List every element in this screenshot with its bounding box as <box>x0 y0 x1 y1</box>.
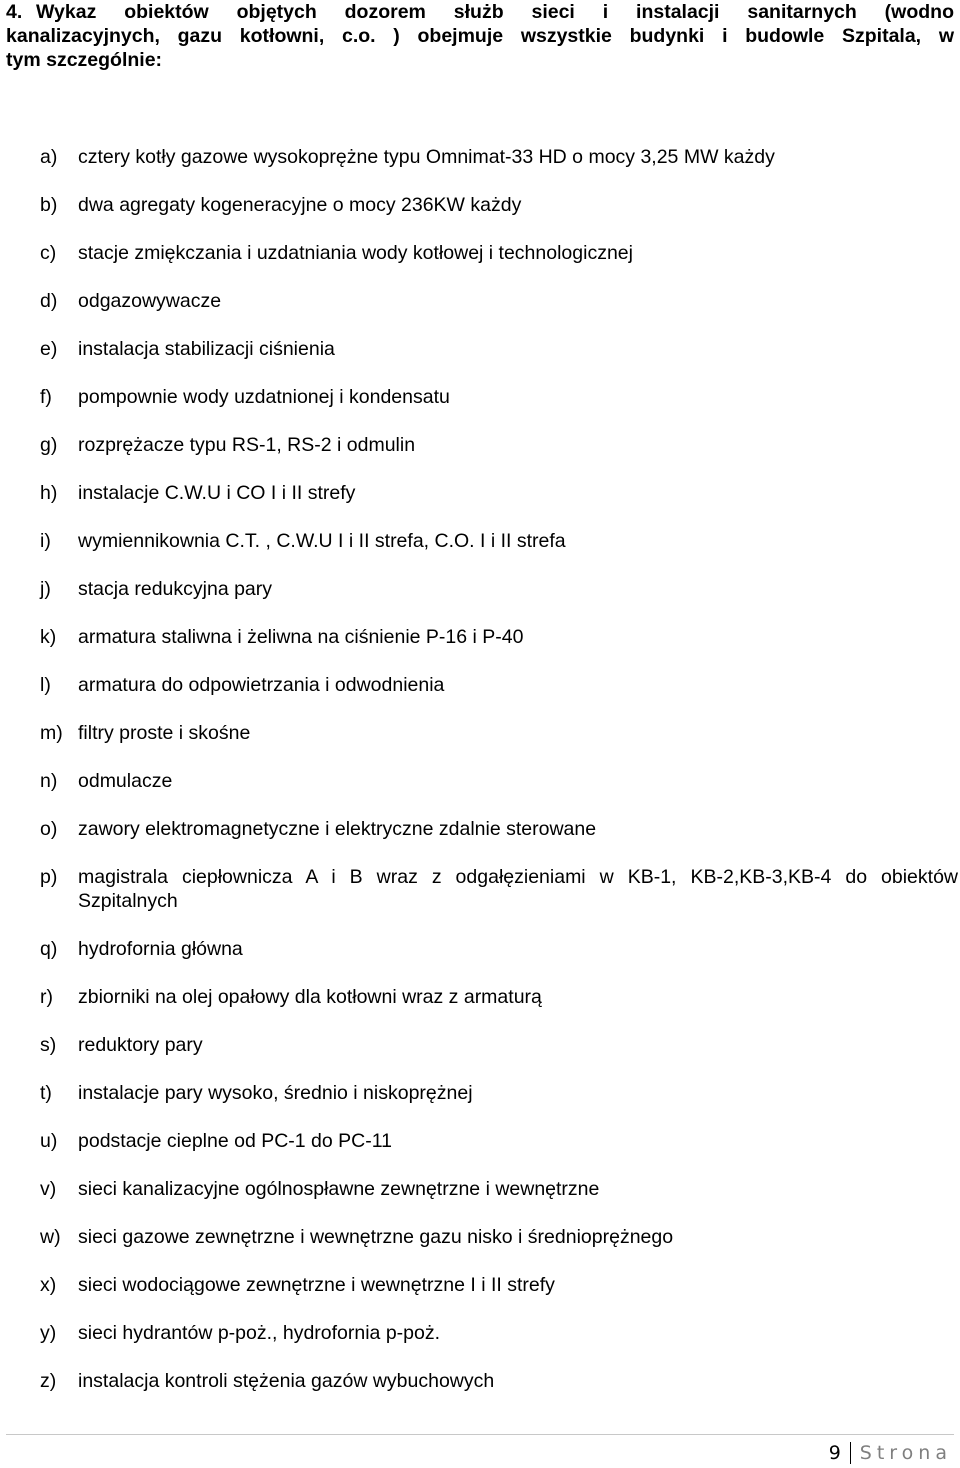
list-item <box>40 145 958 169</box>
list-item-text: zawory elektromagnetyczne i elektryczne zdalnie sterowane <box>78 818 597 840</box>
list-item-letter: f) <box>40 386 52 408</box>
list-item-text: sieci wodociągowe zewnętrzne i wewnętrzne I i II strefy <box>78 1274 555 1296</box>
list-item <box>40 1129 958 1153</box>
list-item <box>40 1033 958 1057</box>
list-item-letter: d) <box>40 290 58 312</box>
list-item <box>40 241 958 265</box>
list-item-text: stacje zmiękczania i uzdatniania wody kotłowej i technologicznej <box>78 242 633 264</box>
list-item-text: armatura do odpowietrzania i odwodnienia <box>78 674 445 696</box>
list-item <box>40 1225 958 1249</box>
list-item-text: stacja redukcyjna pary <box>78 578 273 600</box>
list-item-text: instalacje pary wysoko, średnio i niskoprężnej <box>78 1082 473 1104</box>
list-item-text: pompownie wody uzdatnionej i kondensatu <box>78 386 450 408</box>
list-item-letter: i) <box>40 530 51 552</box>
list-item <box>40 289 958 313</box>
list-item-text: podstacje cieplne od PC-1 do PC-11 <box>78 1130 392 1152</box>
list-item <box>40 193 958 217</box>
list-item-letter: x) <box>40 1274 57 1296</box>
list-item <box>40 769 958 793</box>
list-item-text: sieci kanalizacyjne ogólnospławne zewnętrzne i wewnętrzne <box>78 1178 600 1200</box>
list-item <box>40 1321 958 1345</box>
list-item-letter: t) <box>40 1082 52 1104</box>
list-item-text: armatura staliwna i żeliwna na ciśnienie P-16 i P-40 <box>78 626 524 648</box>
list-item <box>40 433 958 457</box>
footer-divider <box>6 1434 954 1435</box>
list-item-text: dwa agregaty kogeneracyjne o mocy 236KW każdy <box>78 194 522 216</box>
list-item-letter: h) <box>40 482 58 504</box>
list-item <box>40 721 958 745</box>
list-item-text: instalacje C.W.U i CO I i II strefy <box>78 482 356 504</box>
list-item <box>40 625 958 649</box>
list-item-letter: r) <box>40 986 53 1008</box>
list-item <box>40 577 958 601</box>
list-item-text: hydrofornia główna <box>78 938 243 960</box>
page-number: 9 <box>828 1442 841 1464</box>
list-item-text: rozprężacze typu RS-1, RS-2 i odmulin <box>78 434 416 456</box>
list-item-text: zbiorniki na olej opałowy dla kotłowni wraz z armaturą <box>78 986 542 1008</box>
list-item <box>40 985 958 1009</box>
list-item <box>40 385 958 409</box>
list-item <box>40 481 958 505</box>
list-item-letter: b) <box>40 194 58 216</box>
list-item-text: wymiennikownia C.T. , C.W.U I i II strefa, C.O. I i II strefa <box>78 530 566 552</box>
list-item-letter: s) <box>40 1034 57 1056</box>
list-item-letter: n) <box>40 770 58 792</box>
list-item-text: odmulacze <box>78 770 173 792</box>
list-item-letter: o) <box>40 818 58 840</box>
list-item-text: cztery kotły gazowe wysokoprężne typu Omnimat-33 HD o mocy 3,25 MW każdy <box>78 146 775 168</box>
list-item-text: odgazowywacze <box>78 290 222 312</box>
list-item-letter: k) <box>40 626 57 648</box>
list-item-text: magistrala ciepłownicza A i B wraz z odgałęzieniami w KB-1, KB-2,KB-3,KB-4 do obiektów Szpitalnych <box>78 866 958 912</box>
list-item-text: sieci hydrantów p-poż., hydrofornia p-poż. <box>78 1322 441 1344</box>
list-item-letter: w) <box>40 1226 61 1248</box>
list-item-letter: g) <box>40 434 58 456</box>
list-item <box>40 1081 958 1105</box>
objects-list <box>40 145 958 1417</box>
list-item-text: reduktory pary <box>78 1034 203 1056</box>
list-item-letter: u) <box>40 1130 58 1152</box>
list-item-text: instalacja kontroli stężenia gazów wybuchowych <box>78 1370 495 1392</box>
section-number: 4. <box>6 1 23 23</box>
heading-line-3: tym szczególnie: <box>6 49 163 71</box>
list-item-letter: e) <box>40 338 58 360</box>
heading-line-1 <box>6 0 954 24</box>
list-item <box>40 1177 958 1201</box>
list-item-text: filtry proste i skośne <box>78 722 251 744</box>
list-item-letter: q) <box>40 938 58 960</box>
footer-separator <box>850 1442 851 1464</box>
list-item-text: sieci gazowe zewnętrzne i wewnętrzne gazu nisko i średnioprężnego <box>78 1226 674 1248</box>
list-item <box>40 1273 958 1297</box>
page-footer <box>829 1440 952 1466</box>
list-item-letter: c) <box>40 242 57 264</box>
list-item-letter: y) <box>40 1322 57 1344</box>
section-heading <box>6 0 954 72</box>
list-item <box>40 937 958 961</box>
list-item-text: instalacja stabilizacji ciśnienia <box>78 338 335 360</box>
list-item <box>40 865 958 913</box>
list-item-letter: z) <box>40 1370 57 1392</box>
list-item-letter: v) <box>40 1178 57 1200</box>
list-item <box>40 1369 958 1393</box>
list-item <box>40 337 958 361</box>
heading-line-2: kanalizacyjnych, gazu kotłowni, c.o. ) obejmuje wszystkie budynki i budowle Szpitala, w <box>6 25 954 47</box>
page-label: Strona <box>859 1442 952 1464</box>
list-item-letter: m) <box>40 722 63 744</box>
list-item-letter: p) <box>40 866 58 888</box>
list-item-letter: j) <box>40 578 51 600</box>
list-item-letter: a) <box>40 146 58 168</box>
heading-text-1: Wykaz obiektów objętych dozorem służb sieci i instalacji sanitarnych (wodno <box>36 1 954 23</box>
list-item <box>40 673 958 697</box>
list-item <box>40 817 958 841</box>
list-item <box>40 529 958 553</box>
list-item-letter: l) <box>40 674 51 696</box>
